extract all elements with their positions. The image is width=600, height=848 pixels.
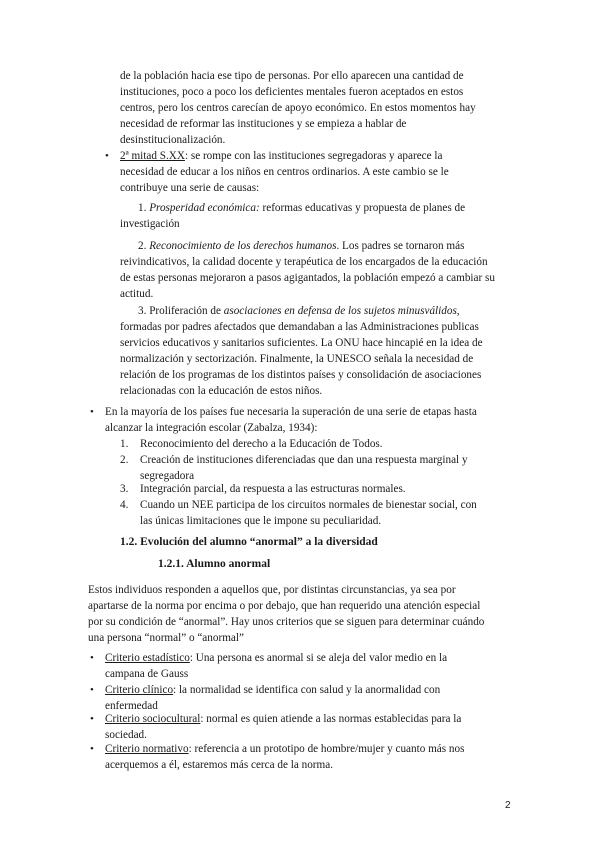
- text-line: reivindicativos, la calidad docente y terapéutica de los encargados de la educación: [120, 256, 488, 268]
- text-line: servicios educativos y sanitarios suficientes. La ONU hace hincapié en la idea de: [120, 337, 483, 349]
- cause-economic-prosperity: [120, 200, 465, 232]
- text-line: investigación: [120, 218, 180, 230]
- text-line: [105, 711, 461, 727]
- text-fragment: : se rompe con las instituciones segregadoras y aparece la: [184, 150, 443, 162]
- text-line: centros, pero los centros carecían de apoyo económico. En estos momentos hay: [120, 102, 476, 114]
- paragraph-second-half-xx: [120, 148, 449, 196]
- bullet-icon: •: [90, 652, 94, 664]
- text-line: actitud.: [120, 288, 154, 300]
- text-line: Cuando un NEE participa de los circuitos normales de bienestar social, con: [140, 499, 477, 511]
- cause-title: asociaciones en defensa de los sujetos minusválidos: [223, 305, 457, 317]
- criterion-term: Criterio normativo: [105, 743, 189, 755]
- paragraph-intro: [88, 582, 484, 646]
- text-line: [120, 148, 449, 164]
- section-heading: 1.2. Evolución del alumno “anormal” a la diversidad: [120, 536, 378, 548]
- paragraph-stages: [105, 404, 477, 436]
- bullet-icon: •: [105, 150, 109, 162]
- text-line: necesidad de reformar las instituciones y se empieza a hablar de: [120, 118, 407, 130]
- bullet-icon: •: [90, 743, 94, 755]
- text-line: Integración parcial, da respuesta a las estructuras normales.: [140, 483, 406, 495]
- text-line: Reconocimiento del derecho a la Educación de Todos.: [140, 438, 383, 450]
- text-line: enfermedad: [105, 700, 158, 712]
- text-line: por su condición de “anormal”. Hay unos criterios que se siguen para determinar cuándo: [88, 616, 485, 628]
- text-line: Estos individuos responden a aquellos que, por distintas circunstancias, ya sea por: [88, 584, 456, 596]
- text-fragment: . Los padres se tornaron más: [336, 240, 465, 252]
- subsection-heading: 1.2.1. Alumno anormal: [158, 558, 271, 570]
- stage-number: 4.: [120, 499, 129, 511]
- text-line: [105, 682, 440, 698]
- page-number: 2: [505, 800, 511, 811]
- text-line: relación de los programas de los distintos países y consolidación de asociaciones: [120, 369, 482, 381]
- text-fragment: : normal es quien atiende a las normas establecidas para la: [200, 713, 462, 725]
- text-line: apartarse de la norma por encima o por debajo, que han requerido una atención especial: [88, 600, 481, 612]
- text-line: [105, 741, 464, 757]
- cause-human-rights: [120, 238, 495, 302]
- text-fragment: : referencia a un prototipo de hombre/mujer y cuanto más nos: [188, 743, 465, 755]
- text-fragment: : Una persona es anormal si se aleja del valor medio en la: [189, 652, 448, 664]
- criterion-term: Criterio clínico: [105, 684, 174, 696]
- list-item: [140, 497, 477, 529]
- cause-number: 3. Proliferación de: [138, 305, 221, 317]
- text-line: normalización y sectorización. Finalmente, la UNESCO señala la necesidad de: [120, 353, 474, 365]
- bullet-icon: •: [90, 684, 94, 696]
- text-line: [120, 303, 483, 319]
- criterion-clinical: [105, 682, 440, 714]
- text-line: campana de Gauss: [105, 668, 189, 680]
- text-line: de la población hacia ese tipo de personas. Por ello aparecen una cantidad de: [120, 70, 464, 82]
- text-fragment: ,: [456, 305, 460, 317]
- text-line: [120, 200, 465, 216]
- text-line: desinstitucionalización.: [120, 134, 226, 146]
- stage-number: 2.: [120, 454, 129, 466]
- bullet-icon: •: [90, 406, 94, 418]
- cause-title: Reconocimiento de los derechos humanos: [149, 240, 337, 252]
- term-second-half: 2ª mitad S.XX: [120, 150, 185, 162]
- criterion-statistical: [105, 650, 447, 682]
- text-line: Creación de instituciones diferenciadas que dan una respuesta marginal y: [140, 454, 468, 466]
- list-item: [140, 481, 406, 497]
- cause-number: 2.: [138, 240, 147, 252]
- text-line: acerquemos a él, estaremos más cerca de la norma.: [105, 759, 333, 771]
- text-line: una persona “normal” o “anormal”: [88, 632, 244, 644]
- list-item: [140, 452, 468, 484]
- text-line: [105, 650, 447, 666]
- cause-number: 1.: [138, 202, 147, 214]
- text-line: de estas personas mejoraron a pasos agigantados, la población empezó a cambiar su: [120, 272, 495, 284]
- text-line: sociedad.: [105, 729, 147, 741]
- criterion-term: Criterio sociocultural: [105, 713, 201, 725]
- cause-associations: [120, 303, 483, 399]
- text-line: En la mayoría de los países fue necesaria la superación de una serie de etapas hasta: [105, 406, 477, 418]
- criterion-term: Criterio estadístico: [105, 652, 190, 664]
- paragraph-institutions: [120, 68, 476, 148]
- stage-number: 3.: [120, 483, 129, 495]
- text-line: relacionadas con la educación de estos niños.: [120, 385, 323, 397]
- text-line: contribuye una serie de causas:: [120, 182, 260, 194]
- text-fragment: : la normalidad se identifica con salud y la anormalidad con: [173, 684, 441, 696]
- criterion-sociocultural: [105, 711, 461, 743]
- stage-number: 1.: [120, 438, 129, 450]
- bullet-icon: •: [90, 713, 94, 725]
- text-line: formadas por padres afectados que demandaban a las Administraciones publicas: [120, 321, 479, 333]
- cause-title: Prosperidad económica:: [149, 202, 260, 214]
- text-fragment: reformas educativas y propuesta de planes de: [259, 202, 466, 214]
- text-line: necesidad de educar a los niños en centros ordinarios. A este cambio se le: [120, 166, 449, 178]
- list-item: [140, 436, 383, 452]
- text-line: las únicas limitaciones que le impone su peculiaridad.: [140, 515, 382, 527]
- text-line: instituciones, poco a poco los deficientes mentales fueron aceptados en estos: [120, 86, 464, 98]
- text-line: segregadora: [140, 470, 195, 482]
- criterion-normative: [105, 741, 464, 773]
- text-line: alcanzar la integración escolar (Zabalza, 1934):: [105, 422, 318, 434]
- text-line: [120, 238, 495, 254]
